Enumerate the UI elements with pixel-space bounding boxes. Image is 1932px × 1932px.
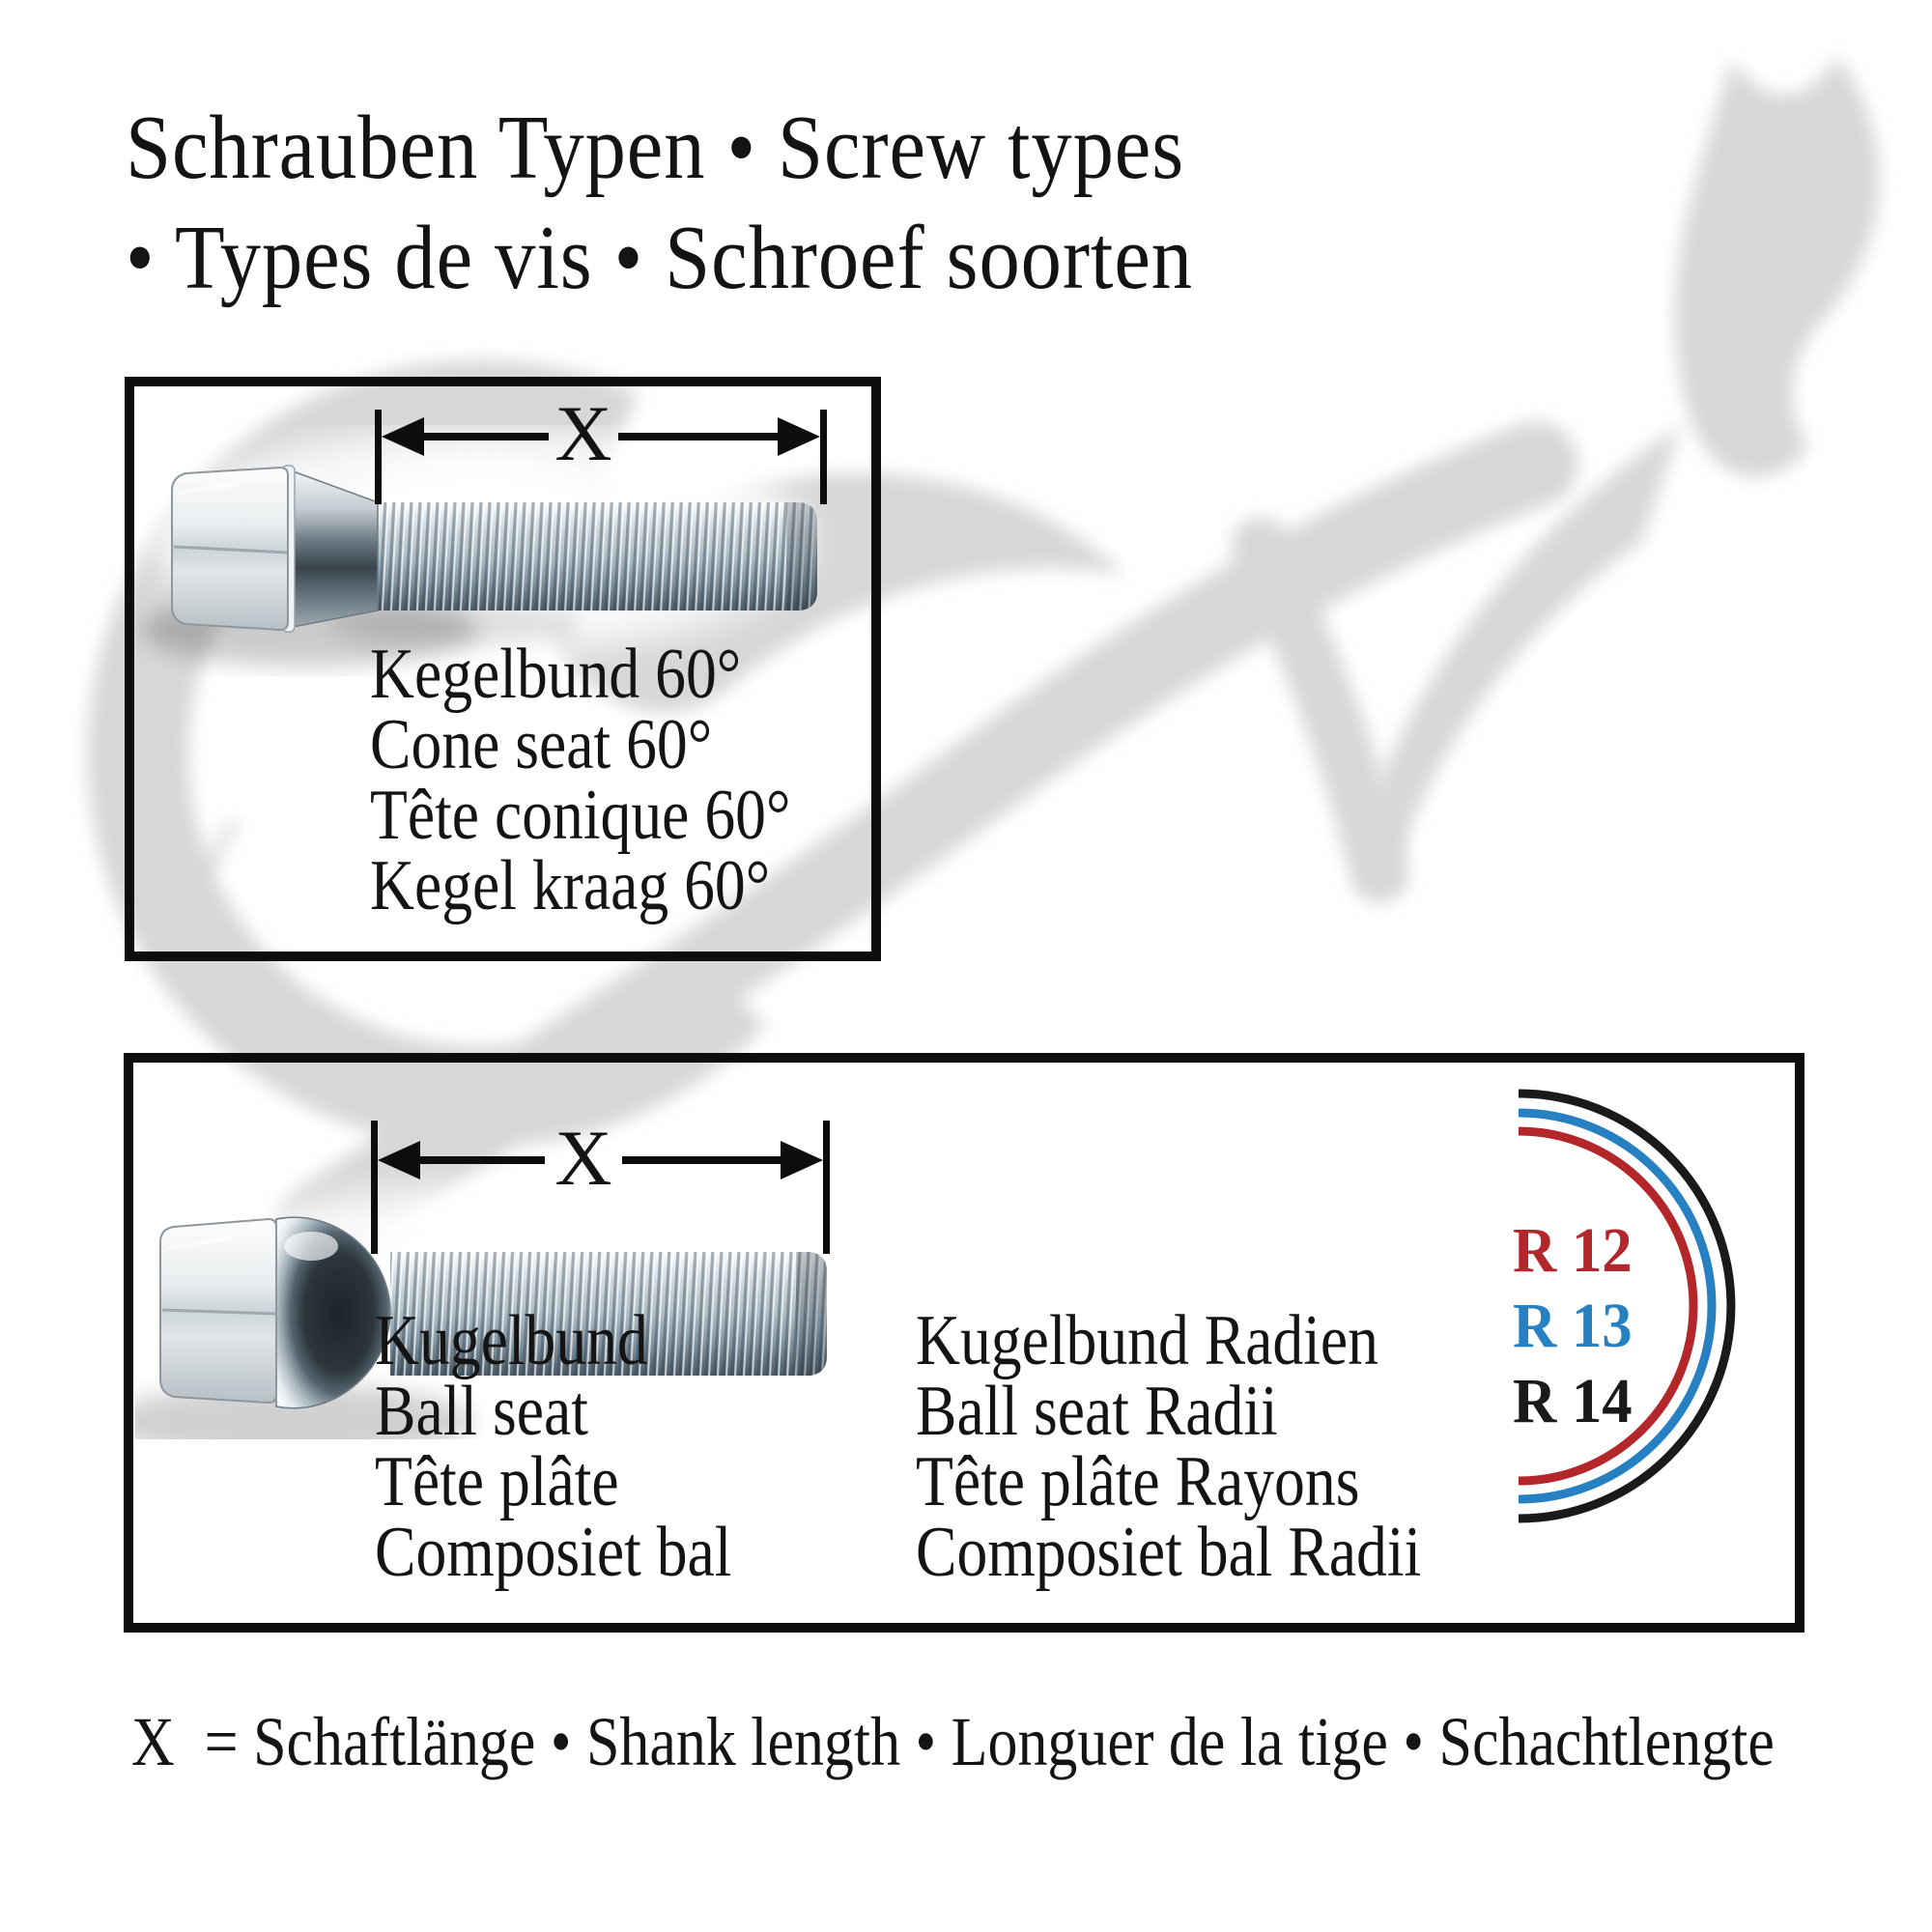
page-title-line2: • Types de vis • Schroef soorten: [126, 208, 1193, 308]
dimension-line-left: [413, 433, 549, 440]
radius-label-r12: R 12: [1513, 1215, 1633, 1286]
dimension-tick-right: [820, 410, 827, 504]
radius-value-labels: [1513, 1213, 1633, 1439]
label-ball-nl: Composiet bal: [375, 1513, 732, 1592]
label-cone-de: Kegelbund 60°: [370, 635, 742, 714]
label-radii-fr: Tête plâte Rayons: [916, 1442, 1360, 1521]
cone-seat-labels: [370, 635, 791, 925]
dimension-arrowhead-right: [778, 417, 820, 456]
page-title-line1: Schrauben Typen • Screw types: [126, 98, 1185, 198]
dimension-tick-left: [375, 410, 382, 504]
radius-label-r14: R 14: [1513, 1366, 1633, 1436]
label-radii-de: Kugelbund Radien: [916, 1301, 1378, 1380]
label-radii-en: Ball seat Radii: [916, 1372, 1278, 1451]
ball-seat-radii-labels: [916, 1301, 1422, 1592]
page-title: [126, 93, 1193, 313]
shank-length-symbol: X: [554, 389, 612, 477]
shank-length-symbol: X: [554, 1114, 612, 1202]
label-ball-fr: Tête plâte: [375, 1442, 619, 1521]
radius-label-r13: R 13: [1513, 1291, 1633, 1361]
label-ball-de: Kugelbund: [375, 1301, 648, 1380]
dimension-arrowhead-right: [781, 1141, 823, 1179]
label-cone-en: Cone seat 60°: [370, 705, 713, 784]
dimension-tick-right: [823, 1121, 830, 1254]
dimension-line-left: [410, 1156, 545, 1164]
label-radii-nl: Composiet bal Radii: [916, 1513, 1422, 1592]
ball-seat-labels: [375, 1301, 732, 1592]
dimension-line-right: [622, 1156, 788, 1164]
dimension-tick-left: [371, 1121, 378, 1254]
dimension-line-right: [618, 433, 784, 440]
label-cone-nl: Kegel kraag 60°: [370, 846, 771, 925]
shank-length-footnote: X = Schaftlänge • Shank length • Longuer de la tige • Schachtlengte: [131, 1703, 1775, 1780]
label-ball-en: Ball seat: [375, 1372, 588, 1451]
watermark-flame: [1675, 56, 1880, 477]
label-cone-fr: Tête conique 60°: [370, 776, 791, 855]
